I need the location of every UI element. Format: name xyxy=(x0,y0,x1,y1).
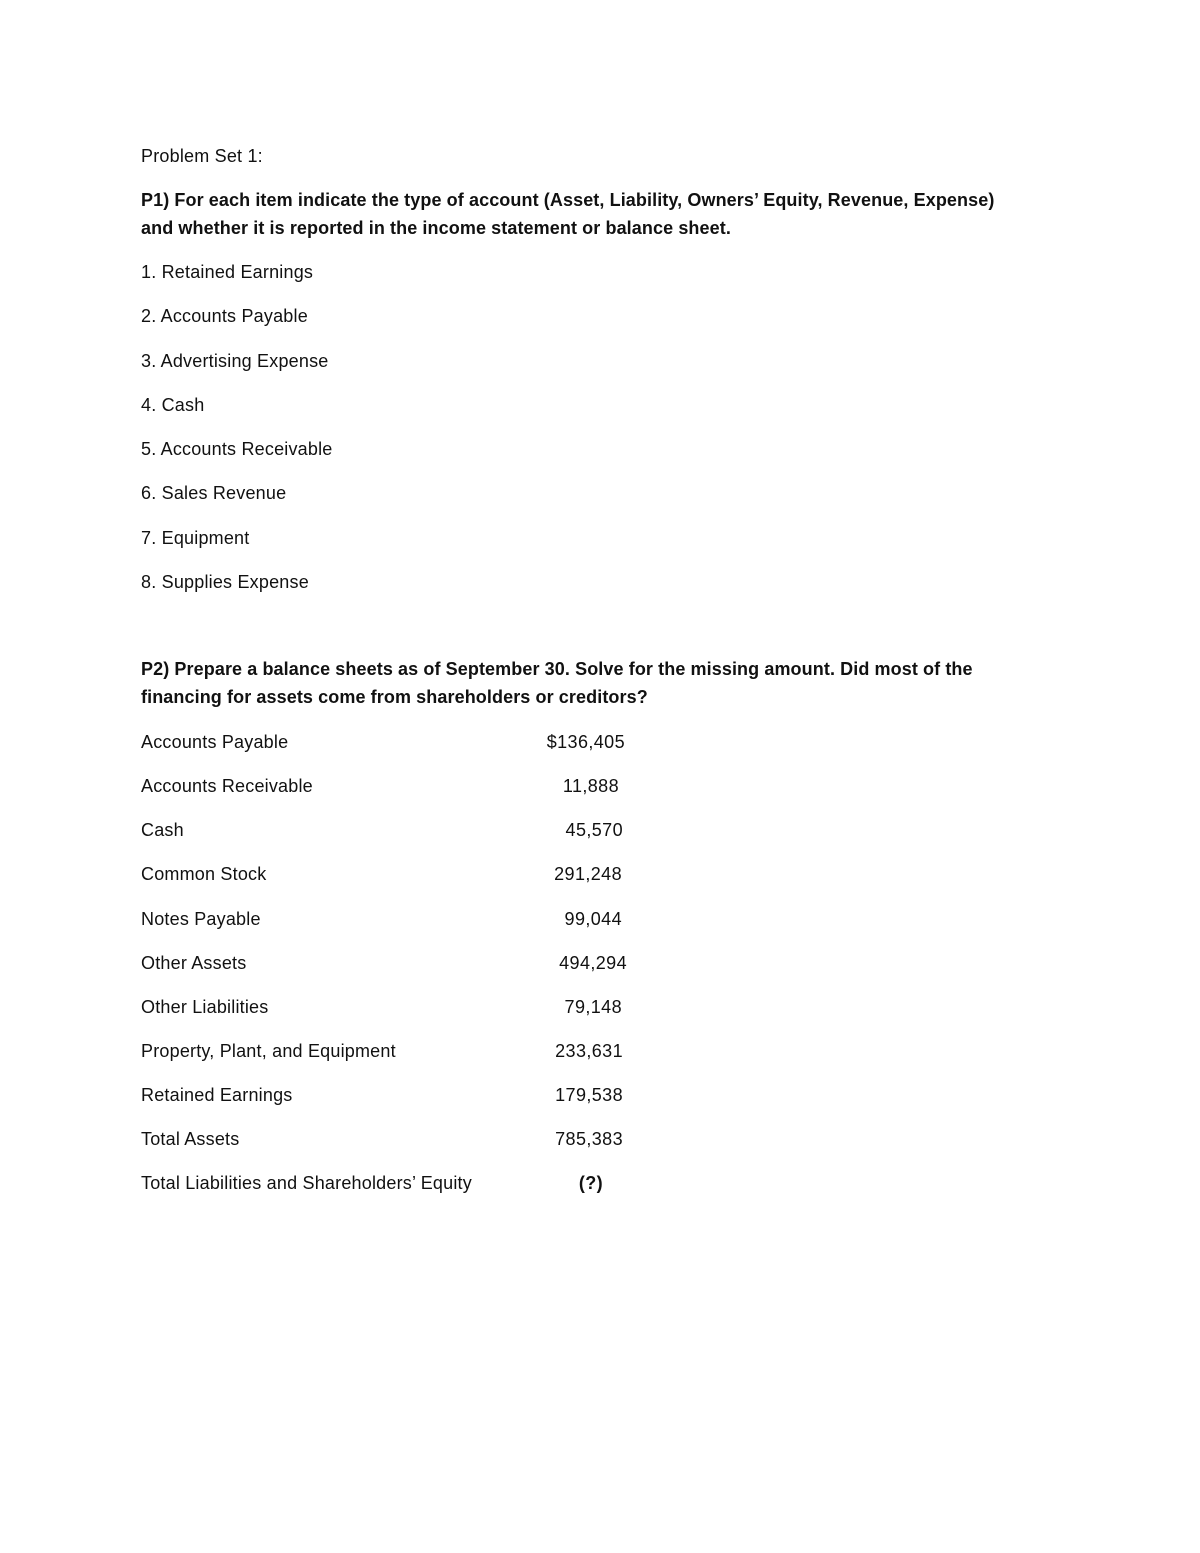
problem-set-heading: Problem Set 1: xyxy=(141,146,263,166)
p1-item: 5. Accounts Receivable xyxy=(141,439,333,459)
balance-row-label: Total Assets xyxy=(141,1129,240,1149)
p1-item: 1. Retained Earnings xyxy=(141,262,314,282)
p2-question-line-2: financing for assets come from shareholders or creditors? xyxy=(141,687,648,707)
p1-question-line-2: and whether it is reported in the income statement or balance sheet. xyxy=(141,218,731,238)
balance-row-amount: 233,631 xyxy=(555,1041,623,1061)
p1-item: 3. Advertising Expense xyxy=(141,351,329,371)
p1-item: 7. Equipment xyxy=(141,528,250,548)
p2-question-line-1: P2) Prepare a balance sheets as of September 30. Solve for the missing amount. Did most of the xyxy=(141,659,973,679)
balance-row-amount: 11,888 xyxy=(562,776,619,796)
balance-row-label: Common Stock xyxy=(141,864,267,884)
p1-item: 8. Supplies Expense xyxy=(141,572,309,592)
balance-row-amount: 179,538 xyxy=(555,1085,623,1105)
balance-row-label: Retained Earnings xyxy=(141,1085,293,1105)
balance-row-amount: 45,570 xyxy=(565,820,623,840)
balance-row-label: Total Liabilities and Shareholders’ Equity xyxy=(141,1173,472,1193)
balance-row-amount: $136,405 xyxy=(546,732,625,752)
balance-row-label: Notes Payable xyxy=(141,909,261,929)
balance-row-amount: 785,383 xyxy=(555,1129,623,1149)
balance-row-amount: 494,294 xyxy=(559,953,627,973)
balance-row-amount: 99,044 xyxy=(564,909,622,929)
balance-row-label: Property, Plant, and Equipment xyxy=(141,1041,396,1061)
p1-item: 2. Accounts Payable xyxy=(141,306,308,326)
balance-row-amount: 291,248 xyxy=(554,864,622,884)
p1-question-line-1: P1) For each item indicate the type of account (Asset, Liability, Owners’ Equity, Revenue, Expense) xyxy=(141,190,995,210)
p1-item: 6. Sales Revenue xyxy=(141,483,287,503)
balance-row-label: Accounts Receivable xyxy=(141,776,313,796)
balance-row-label: Accounts Payable xyxy=(141,732,289,752)
p1-item: 4. Cash xyxy=(141,395,205,415)
balance-row-label: Other Assets xyxy=(141,953,247,973)
balance-row-amount: 79,148 xyxy=(564,997,622,1017)
balance-row-amount: (?) xyxy=(578,1173,603,1193)
balance-row-label: Other Liabilities xyxy=(141,997,269,1017)
balance-row-label: Cash xyxy=(141,820,184,840)
